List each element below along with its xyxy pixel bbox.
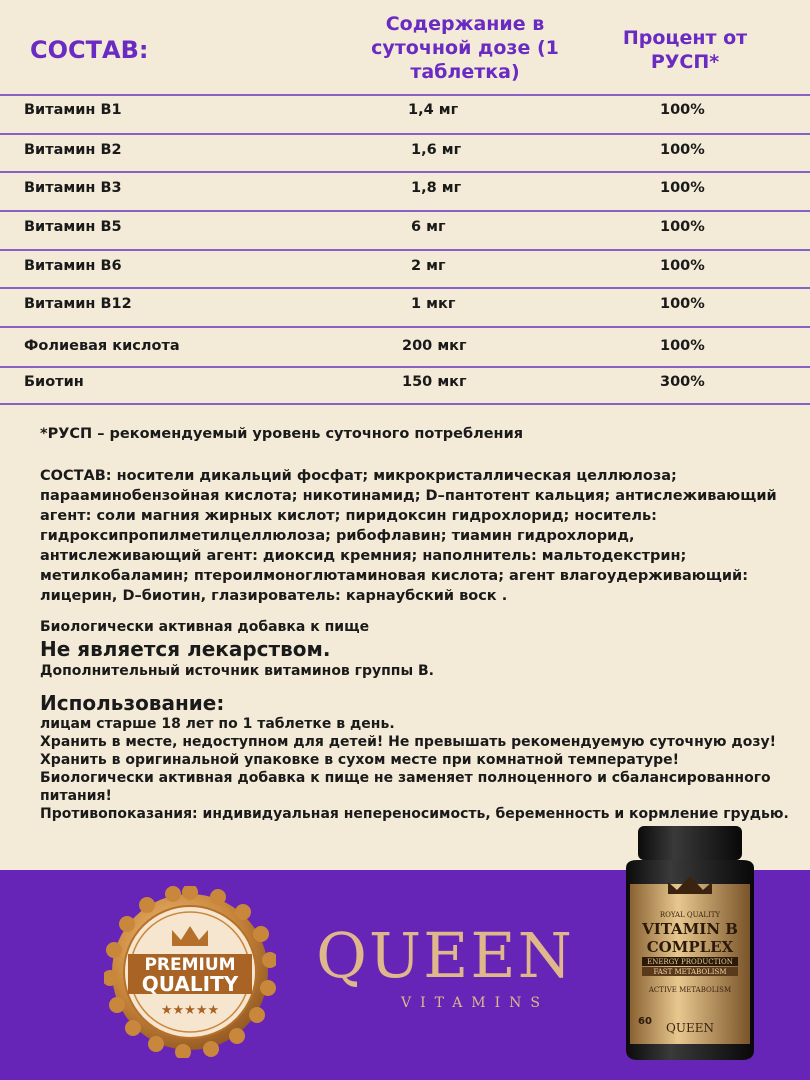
logo-name: QUEEN bbox=[316, 919, 574, 992]
usage-line: Хранить в месте, недоступном для детей! Не превышать рекомендуемую суточную дозу! bbox=[40, 734, 776, 750]
badge-line1: PREMIUM bbox=[144, 955, 236, 975]
usage-line: лицам старше 18 лет по 1 таблетке в день. bbox=[40, 716, 395, 732]
composition-text: СОСТАВ: носители дикальций фосфат; микрокристаллическая целлюлоза; парааминобензойная кислота; никотинамид; D–пантотент кальция; антислеживающий агент: соли магния жирных кислот; пиридоксин гидрохлорид; носитель: гидроксипропилметилцеллюлоза; рибофлавин; тиамин гидрохлорид, антислеживающий агент: диоксид кремния; наполнитель: мальтодекстрин; метилкобаламин; птероилмоноглютаминовая кислота; агент влагоудерживающий: лицерин, D–биотин, глазирователь: карнаубский воск . bbox=[40, 468, 777, 604]
table-title: СОСТАВ: bbox=[30, 36, 149, 64]
nutrient-name: Витамин В6 bbox=[24, 258, 122, 274]
nutrient-dose: 1,4 мг bbox=[408, 102, 459, 118]
supplement-note: Биологически активная добавка к пище bbox=[40, 619, 370, 635]
bottle-fast: FAST METABOLISM bbox=[653, 968, 727, 976]
nutrient-percent: 100% bbox=[660, 219, 705, 235]
usage-line: Противопоказания: индивидуальная непереносимость, беременность и кормление грудью. bbox=[40, 806, 789, 822]
nutrient-dose: 2 мг bbox=[411, 258, 446, 274]
row-divider bbox=[0, 94, 810, 96]
nutrient-dose: 200 мкг bbox=[402, 338, 467, 354]
not-medicine-note: Не является лекарством. bbox=[40, 637, 331, 661]
premium-quality-badge bbox=[104, 886, 276, 1058]
row-divider bbox=[0, 366, 810, 368]
footnote: *РУСП – рекомендуемый уровень суточного потребления bbox=[40, 426, 524, 442]
vitamin-source-note: Дополнительный источник витаминов группы В. bbox=[40, 663, 434, 679]
usage-line: Биологически активная добавка к пище не заменяет полноценного и сбалансированного питания! bbox=[40, 770, 771, 804]
nutrient-percent: 100% bbox=[660, 258, 705, 274]
nutrient-dose: 1 мкг bbox=[411, 296, 456, 312]
bottle-line2: COMPLEX bbox=[646, 938, 734, 956]
bottle-count: 60 bbox=[638, 1016, 652, 1027]
nutrient-dose: 150 мкг bbox=[402, 374, 467, 390]
row-divider bbox=[0, 403, 810, 405]
row-divider bbox=[0, 210, 810, 212]
bottle-active: ACTIVE METABOLISM bbox=[648, 986, 732, 994]
usage-title: Использование: bbox=[40, 691, 225, 715]
logo-subtitle: VITAMINS bbox=[400, 995, 550, 1011]
dose-column-header: Содержание в суточной дозе (1 таблетка) bbox=[371, 13, 559, 83]
nutrient-name: Витамин В3 bbox=[24, 180, 122, 196]
bottle-brand: QUEEN bbox=[666, 1021, 714, 1035]
row-divider bbox=[0, 249, 810, 251]
queen-vitamins-logo bbox=[300, 915, 590, 1015]
nutrient-name: Витамин В12 bbox=[24, 296, 132, 312]
nutrient-percent: 100% bbox=[660, 338, 705, 354]
bottle-line1: VITAMIN B bbox=[642, 920, 738, 938]
nutrient-dose: 1,6 мг bbox=[411, 142, 462, 158]
nutrient-percent: 300% bbox=[660, 374, 705, 390]
rating-stars: ★★★★★ bbox=[160, 1003, 220, 1018]
nutrient-name: Биотин bbox=[24, 374, 84, 390]
nutrient-percent: 100% bbox=[660, 102, 705, 118]
row-divider bbox=[0, 326, 810, 328]
product-info bbox=[40, 424, 790, 823]
row-divider bbox=[0, 133, 810, 135]
badge-line2: QUALITY bbox=[141, 972, 239, 996]
nutrient-name: Витамин В1 bbox=[24, 102, 122, 118]
row-divider bbox=[0, 287, 810, 289]
bottle-royal: ROYAL QUALITY bbox=[659, 911, 721, 919]
product-bottle bbox=[620, 824, 760, 1064]
nutrient-percent: 100% bbox=[660, 180, 705, 196]
nutrient-name: Витамин В5 bbox=[24, 219, 122, 235]
nutrient-percent: 100% bbox=[660, 296, 705, 312]
usage-line: Хранить в оригинальной упаковке в сухом месте при комнатной температуре! bbox=[40, 752, 680, 768]
nutrient-name: Фолиевая кислота bbox=[24, 338, 180, 354]
nutrient-dose: 6 мг bbox=[411, 219, 446, 235]
bottle-energy: ENERGY PRODUCTION bbox=[647, 958, 733, 966]
nutrient-percent: 100% bbox=[660, 142, 705, 158]
nutrient-dose: 1,8 мг bbox=[411, 180, 462, 196]
row-divider bbox=[0, 171, 810, 173]
nutrient-name: Витамин В2 bbox=[24, 142, 122, 158]
percent-column-header: Процент от РУСП* bbox=[622, 27, 748, 73]
